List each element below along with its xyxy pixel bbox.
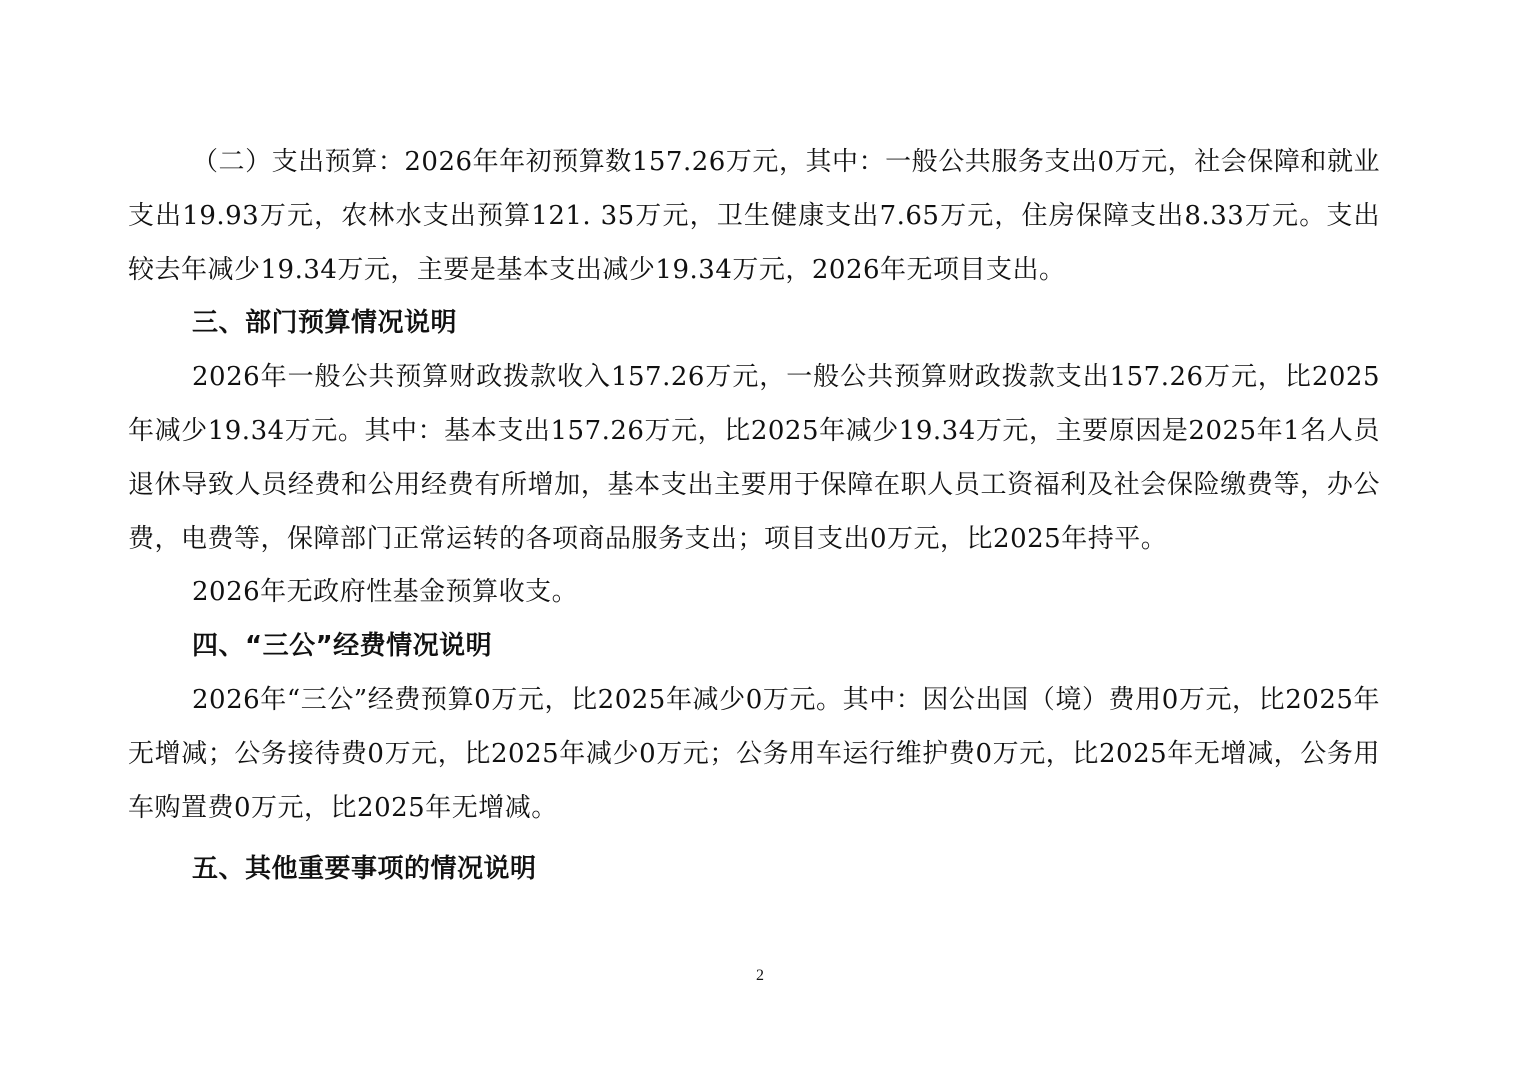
heading-three-public-expenses: 四、“三公”经费情况说明	[192, 631, 493, 662]
heading-department-budget: 三、部门预算情况说明	[192, 308, 458, 339]
paragraph-government-fund: 2026年无政府性基金预算收支。	[192, 577, 579, 608]
page-number: 2	[756, 967, 764, 984]
paragraph-expenditure-budget: （二）支出预算：2026年年初预算数157.26万元，其中：一般公共服务支出0万元，社会保障和就业支出19.93万元，农林水支出预算121. 35万元，卫生健康支出7.65万元，住房保障支出8.33万元。支出较去年减少19.34万元，主要是基本支出减少19.34万元，2026年无项目支出。	[128, 147, 1380, 285]
heading-other-matters: 五、其他重要事项的情况说明	[192, 854, 537, 885]
document-body	[128, 136, 1380, 897]
paragraph-three-public-expenses: 2026年“三公”经费预算0万元，比2025年减少0万元。其中：因公出国（境）费用0万元，比2025年无增减；公务接待费0万元，比2025年减少0万元；公务用车运行维护费0万元，比2025年无增减，公务用车购置费0万元，比2025年无增减。	[128, 684, 1380, 823]
paragraph-general-budget: 2026年一般公共预算财政拨款收入157.26万元，一般公共预算财政拨款支出157.26万元，比2025年减少19.34万元。其中：基本支出157.26万元，比2025年减少19.34万元，主要原因是2025年1名人员退休导致人员经费和公用经费有所增加，基本支出主要用于保障在职人员工资福利及社会保险缴费等，办公费，电费等，保障部门正常运转的各项商品服务支出；项目支出0万元，比2025年持平。	[128, 362, 1381, 554]
paragraph-spacer	[128, 835, 1380, 843]
